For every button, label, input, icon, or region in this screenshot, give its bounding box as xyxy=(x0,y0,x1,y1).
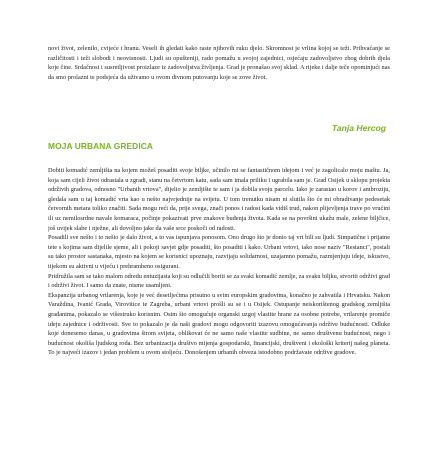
intro-paragraph: novi život, zelenilo, cvijeće i hranu. Veseli ih gledati kako raste njihovih ruku djelo. Skromnost je vrlina kojoj se teži. Prihvaćanje se različitosti i teži slobodi i neovisnosti. Ljudi su opušteniji, rado pomažu u svojoj zajednici, osjećaju zadovoljstvo zbog dobrih djela koje čine. Srdačnost i susretljivost proizlaze iz zadovoljstva življenja. Grad je pronašao svoj sklad. A rijeke i dalje teče opominjući nas da smo prolazni te podsjeća da uživamo u ovom divnom putovanju koje se zove život. xyxy=(48,45,390,81)
body-paragraph-4: Ekspanzija urbanog vrtlarenja, koje je već desetljećima prisutno u svim europskim gradovima, konačno je zahvatila i Hrvatsku. Nakon Varaždina, Ivanić Grada, Virovitice te Zagreba, urbani vrtovi prošli su se i u Osijek. Ostupanje neiskorištenog gradskog zemljišta građanima, pokazalo se višestruko korisnim. Osim što omogućuje organski uzgoj vlastite hrane za osobne potrebe, vrtlarenje promiče ideju zajednice i održivosti. Sve to pokazalo je da naši gradovi mogu odgovoriti izazovu omogućavanja održive budućnosti. Odluke koje donesemo danas, u gradovima širom svijeta, oblikovat će ne samo naše vlastite sudbine, ne samo društvenu budućnost, nego i budućnost okoliša ljudskog roda. Bez urbanizacija društvo mijenja gospodarski, financijski, društveni i ekološki kriterij našeg planeta. To je najveći izazov i jedan problem u ovom stoljeću. Donošenjem urbanih obveza istodobno podržavate održive gradove. xyxy=(48,291,390,357)
body-paragraph-3: Pridružila sam se tako malom odredu entuzijasta koji su odlučili boriti se za svaki komadić zemlje, za svaku biljku, stvoriti održivi grad i održivi život. I samo da znate, nisme usamljeni. xyxy=(48,272,390,290)
body-paragraph-2: Posadili sve nešto i to nešto je dalo život, a to vas ispunjava ponosom. Ono drugo što je donio taj vrt bili su ljudi. Simpatične i prijatne tete s kojima sam dijelile sjeme, ali i pokoji savjet gdje posaditi, što posaditi i kako. Urbani vrtovi, iako nose naziv "Restanci", postali su tako prostor sastanaka, mjesto na kojem se korisnici upoznaju, razvijaju solidarnost, uzajamno pomažu, razmjenjuju ideje, iskustvo, tijekom su aktivni u vijeću i prehrambeno osigurani. xyxy=(48,234,390,270)
body-paragraph-1: Dobiti komadić zemljišta na kojem možeš posaditi svoje biljke, učinilo mi se fantastičnom idejom i već je zagolicalo moju maštu. Ja, koja sam cijeli život odrastala u zgradi, stanu na četvrtom katu, sada sam imala priliku i ugrabila sam je. Grad Osijek u sklopu projekta održivih gradova, odnosno "Urbanih vrtova", dijelio je zemljište te sam i ja dobila svoju parcelu. Iako je zarastao u korov i ambroziju, gledala sam u taj komadić vrta kao u nešto najvrjednije na svijetu. U tom trenutku nisam ni slutila što će mi obradivanje pedesetak četvornih metara toliko značiti. Sada mogu reći da, prije svega, znači ponos i radost kada vidiš trud, nakon plijevljenja trave po vrućini ili uz nemilosrdne navale komaraca, počinje pokazivati prve znakove buđenja života. Kada se na površini ukažu male, zelene biljčice, još uvijek slabe i nježne, ali dovoljno jake da vaše srce poskoči od radosti. xyxy=(48,167,390,232)
author-signature: Tanja Hercog xyxy=(331,123,386,133)
section-title: MOJA URBANA GREDICA xyxy=(48,141,154,151)
article-body xyxy=(48,166,390,462)
